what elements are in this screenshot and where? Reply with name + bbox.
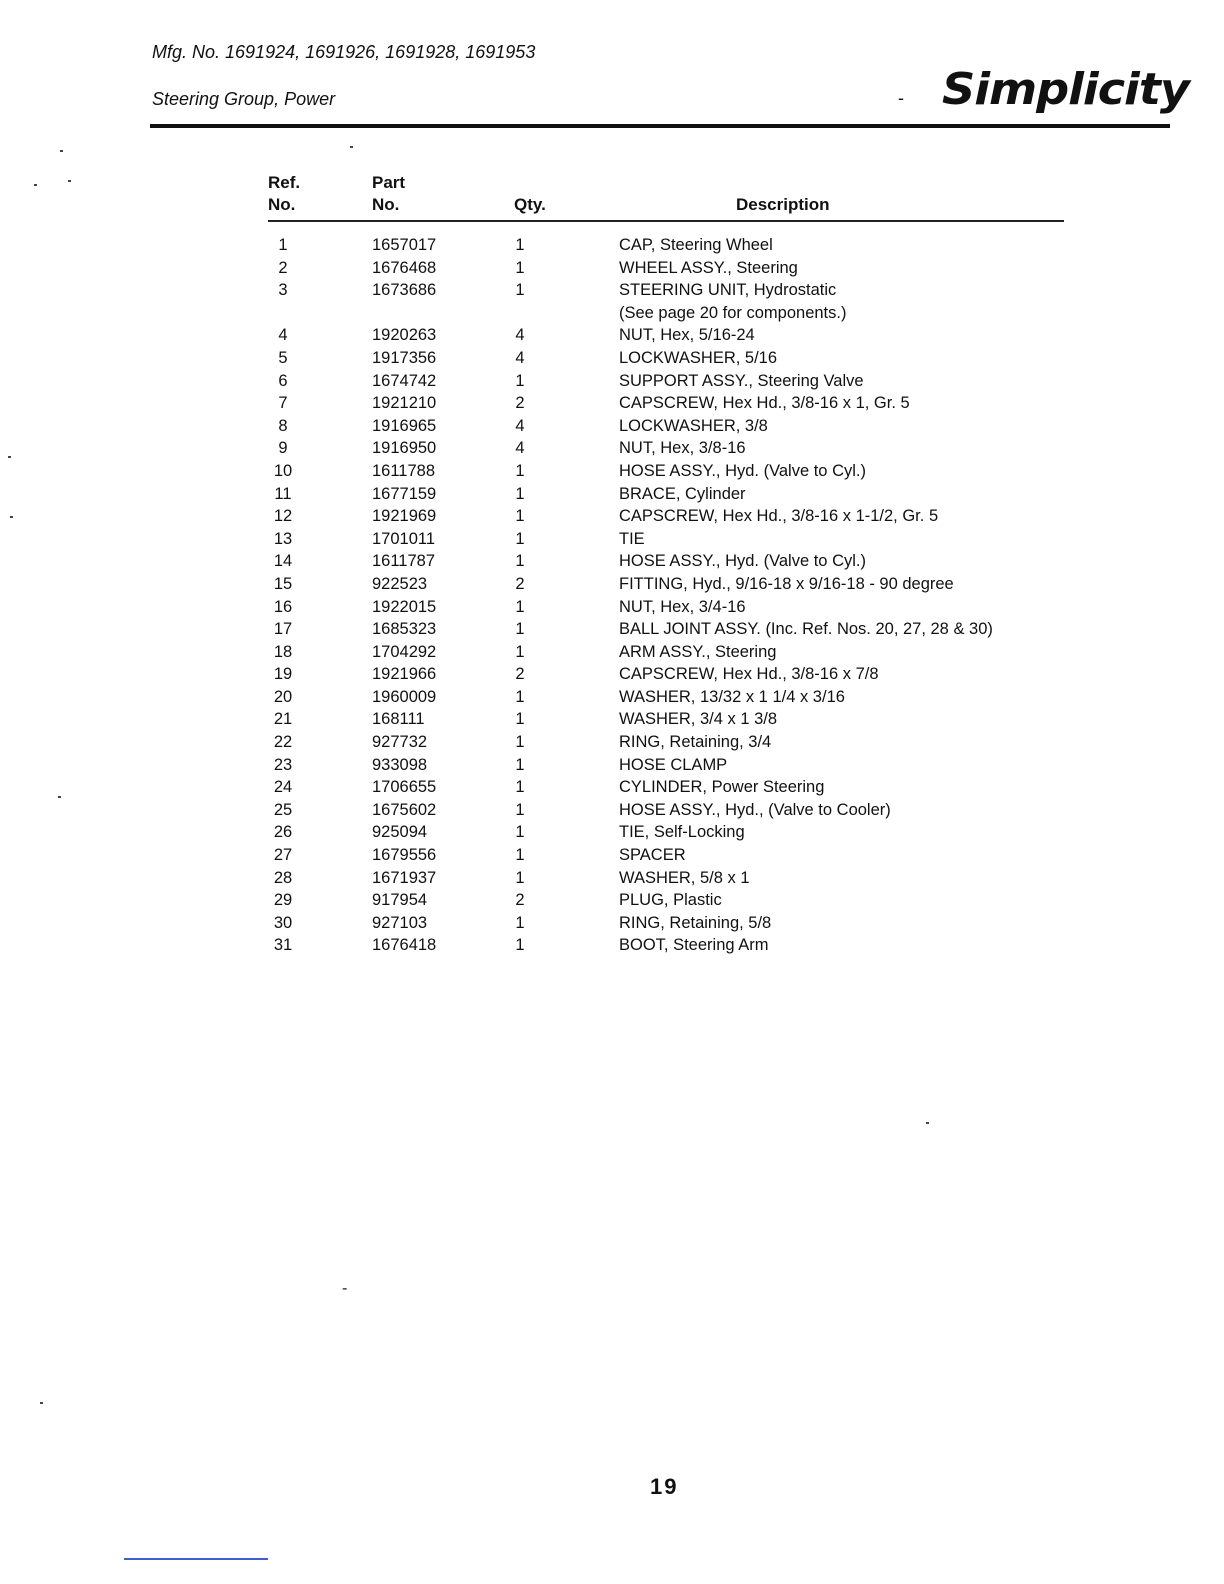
part-number-cell: 1676418 — [372, 936, 437, 955]
col-header-ref: Ref. No. — [268, 173, 301, 214]
scan-speck — [350, 146, 353, 148]
description-cell: NUT, Hex, 3/8-16 — [619, 439, 746, 458]
qty-cell: 1 — [515, 281, 525, 300]
stray-dash: - — [342, 1280, 348, 1297]
part-number-cell: 1675602 — [372, 800, 437, 819]
qty-cell: 1 — [515, 642, 525, 661]
part-number-cell: 1917356 — [372, 348, 437, 367]
qty-cell: 1 — [515, 597, 525, 616]
ref-cell: 29 — [273, 891, 293, 910]
table-row — [0, 846, 1224, 869]
qty-cell: 1 — [515, 778, 525, 797]
part-number-cell: 925094 — [372, 823, 428, 842]
description-cell: WASHER, 13/32 x 1 1/4 x 3/16 — [619, 687, 845, 706]
part-number-cell: 1916950 — [372, 439, 437, 458]
ref-cell: 11 — [274, 484, 292, 503]
part-number-cell: 1706655 — [372, 778, 437, 797]
ref-cell: 19 — [273, 665, 293, 684]
qty-cell: 1 — [515, 258, 525, 277]
ref-cell: 8 — [278, 416, 288, 435]
part-number-cell: 1960009 — [372, 687, 437, 706]
part-number-cell: 922523 — [372, 574, 428, 593]
table-row — [0, 552, 1224, 575]
qty-cell: 4 — [515, 439, 525, 458]
part-number-cell: 1673686 — [372, 281, 437, 300]
qty-cell: 1 — [515, 936, 525, 955]
description-cell: ARM ASSY., Steering — [619, 642, 777, 661]
description-cell: CYLINDER, Power Steering — [619, 778, 825, 797]
part-number-cell: 1677159 — [372, 484, 437, 503]
scan-speck — [926, 1122, 929, 1124]
ref-cell: 30 — [273, 913, 293, 932]
table-row — [0, 236, 1224, 259]
part-number-cell: 1657017 — [372, 236, 437, 254]
table-row — [0, 598, 1224, 621]
ref-cell: 10 — [273, 461, 293, 480]
qty-cell: 1 — [515, 868, 525, 887]
part-number-cell: 1701011 — [372, 529, 436, 548]
qty-cell: 4 — [515, 416, 525, 435]
col-header-description: Description — [736, 195, 830, 214]
part-number-cell: 1921966 — [372, 665, 437, 684]
part-number-cell: 1921210 — [372, 394, 437, 413]
qty-cell: 4 — [515, 326, 525, 345]
col-header-qty: Qty. — [514, 195, 546, 214]
qty-cell: 1 — [515, 846, 525, 865]
table-row — [0, 936, 1224, 959]
table-row — [0, 326, 1224, 349]
table-row — [0, 688, 1224, 711]
ref-cell: 5 — [278, 348, 288, 367]
table-row — [0, 485, 1224, 508]
part-number-cell: 1916965 — [372, 416, 437, 435]
qty-cell: 1 — [515, 687, 525, 706]
ref-cell: 14 — [273, 552, 293, 571]
ref-cell: 22 — [273, 733, 293, 752]
ref-cell: 1 — [278, 236, 288, 254]
parts-table — [0, 236, 1224, 959]
description-cell: TIE, Self-Locking — [619, 823, 745, 842]
ref-cell: 24 — [273, 778, 293, 797]
part-number-cell: 933098 — [372, 755, 428, 774]
qty-cell: 1 — [515, 484, 525, 503]
part-number-cell: 1611787 — [372, 552, 436, 571]
description-cell: LOCKWASHER, 5/16 — [619, 348, 778, 367]
table-row — [0, 507, 1224, 530]
part-number-cell: 1920263 — [372, 326, 437, 345]
part-number-cell: 1671937 — [372, 868, 437, 887]
description-cell: NUT, Hex, 3/4-16 — [619, 597, 746, 616]
table-row — [0, 575, 1224, 598]
table-row — [0, 733, 1224, 756]
qty-cell: 1 — [515, 371, 525, 390]
part-number-cell: 927732 — [372, 733, 428, 752]
table-row — [0, 823, 1224, 846]
description-cell: CAPSCREW, Hex Hd., 3/8-16 x 7/8 — [619, 665, 879, 684]
table-row — [0, 259, 1224, 282]
part-number-cell: 1685323 — [372, 620, 437, 639]
header-rule — [150, 124, 1170, 128]
part-number-cell: 1922015 — [372, 597, 437, 616]
qty-cell: 2 — [515, 665, 525, 684]
table-row — [0, 778, 1224, 801]
scan-speck — [10, 516, 13, 518]
description-cell: CAPSCREW, Hex Hd., 3/8-16 x 1, Gr. 5 — [619, 394, 910, 413]
description-cell: (See page 20 for components.) — [619, 303, 847, 322]
qty-cell: 4 — [515, 348, 525, 367]
ref-cell: 15 — [273, 574, 293, 593]
col-header-part: Part No. — [372, 173, 406, 214]
ref-cell: 21 — [273, 710, 293, 729]
qty-cell: 1 — [515, 529, 525, 548]
scan-speck — [8, 456, 11, 458]
ref-cell: 13 — [273, 529, 293, 548]
page-number: 19 — [650, 1474, 679, 1499]
part-number-cell: 1679556 — [372, 846, 437, 865]
scan-speck — [40, 1402, 43, 1404]
description-cell: FITTING, Hyd., 9/16-18 x 9/16-18 - 90 degree — [619, 574, 954, 593]
qty-cell: 1 — [515, 913, 525, 932]
description-cell: HOSE ASSY., Hyd. (Valve to Cyl.) — [619, 461, 866, 480]
table-row — [0, 620, 1224, 643]
page-title: Steering Group, Power — [152, 89, 336, 109]
description-cell: CAP, Steering Wheel — [619, 236, 773, 254]
table-row — [0, 801, 1224, 824]
mfg-numbers: Mfg. No. 1691924, 1691926, 1691928, 1691953 — [152, 42, 536, 62]
qty-cell: 1 — [515, 236, 525, 254]
scan-speck — [58, 796, 61, 798]
ref-cell: 28 — [273, 868, 293, 887]
description-cell: CAPSCREW, Hex Hd., 3/8-16 x 1-1/2, Gr. 5 — [619, 507, 939, 526]
table-row — [0, 869, 1224, 892]
table-row — [0, 439, 1224, 462]
description-cell: SUPPORT ASSY., Steering Valve — [619, 371, 864, 390]
qty-cell: 1 — [515, 823, 525, 842]
description-cell: NUT, Hex, 5/16-24 — [619, 326, 755, 345]
description-cell: HOSE ASSY., Hyd., (Valve to Cooler) — [619, 800, 891, 819]
part-number-cell: 927103 — [372, 913, 428, 932]
qty-cell: 1 — [515, 755, 525, 774]
table-row — [0, 281, 1224, 304]
qty-cell: 1 — [515, 710, 525, 729]
qty-cell: 2 — [515, 891, 525, 910]
part-number-cell: 1676468 — [372, 258, 437, 277]
scan-speck — [60, 150, 63, 152]
qty-cell: 1 — [515, 552, 525, 571]
ref-cell: 6 — [278, 371, 288, 390]
qty-cell: 1 — [515, 620, 525, 639]
description-cell: TIE — [619, 529, 645, 548]
table-row — [0, 710, 1224, 733]
table-row — [0, 417, 1224, 440]
description-cell: BRACE, Cylinder — [619, 484, 746, 503]
description-cell: PLUG, Plastic — [619, 891, 722, 910]
table-row — [0, 349, 1224, 372]
table-row — [0, 304, 1224, 327]
scan-speck — [68, 180, 71, 182]
part-number-cell: 917954 — [372, 891, 428, 910]
qty-cell: 2 — [515, 394, 525, 413]
ref-cell: 20 — [273, 687, 293, 706]
description-cell: STEERING UNIT, Hydrostatic — [619, 281, 837, 300]
table-row — [0, 643, 1224, 666]
ref-cell: 4 — [278, 326, 288, 345]
part-number-cell: 1674742 — [372, 371, 437, 390]
ref-cell: 26 — [273, 823, 293, 842]
description-cell: RING, Retaining, 5/8 — [619, 913, 772, 932]
part-number-cell: 168111 — [372, 710, 425, 729]
description-cell: BALL JOINT ASSY. (Inc. Ref. Nos. 20, 27, 28 & 30) — [619, 620, 993, 639]
ref-cell: 16 — [273, 597, 293, 616]
table-row — [0, 394, 1224, 417]
scan-speck — [34, 184, 37, 186]
ref-cell: 2 — [278, 258, 288, 277]
ref-cell: 17 — [273, 620, 293, 639]
ref-cell: 3 — [278, 281, 288, 300]
description-cell: WASHER, 5/8 x 1 — [619, 868, 750, 887]
ref-cell: 18 — [273, 642, 293, 661]
description-cell: SPACER — [619, 846, 686, 865]
qty-cell: 1 — [515, 507, 525, 526]
ref-cell: 27 — [273, 846, 293, 865]
table-row — [0, 891, 1224, 914]
qty-cell: 1 — [515, 800, 525, 819]
description-cell: HOSE CLAMP — [619, 755, 728, 774]
table-row — [0, 914, 1224, 937]
ref-cell: 7 — [278, 394, 288, 413]
qty-cell: 2 — [515, 574, 525, 593]
description-cell: WASHER, 3/4 x 1 3/8 — [619, 710, 778, 729]
table-header-rule — [268, 220, 1064, 222]
description-cell: HOSE ASSY., Hyd. (Valve to Cyl.) — [619, 552, 866, 571]
ref-cell: 31 — [273, 936, 293, 955]
description-cell: WHEEL ASSY., Steering — [619, 258, 798, 277]
simplicity-logo: Simplicity — [942, 64, 1189, 115]
footer-line — [124, 1558, 268, 1560]
ref-cell: 23 — [273, 755, 293, 774]
qty-cell: 1 — [515, 733, 525, 752]
description-cell: BOOT, Steering Arm — [619, 936, 769, 955]
description-cell: LOCKWASHER, 3/8 — [619, 416, 768, 435]
ref-cell: 12 — [273, 507, 293, 526]
table-row — [0, 756, 1224, 779]
part-number-cell: 1611788 — [372, 461, 436, 480]
table-row — [0, 372, 1224, 395]
part-number-cell: 1921969 — [372, 507, 437, 526]
table-row — [0, 530, 1224, 553]
qty-cell: 1 — [515, 461, 525, 480]
ref-cell: 25 — [273, 800, 293, 819]
description-cell: RING, Retaining, 3/4 — [619, 733, 772, 752]
table-row — [0, 462, 1224, 485]
part-number-cell: 1704292 — [372, 642, 437, 661]
table-row — [0, 665, 1224, 688]
ref-cell: 9 — [278, 439, 288, 458]
header-dash: - — [898, 88, 904, 108]
